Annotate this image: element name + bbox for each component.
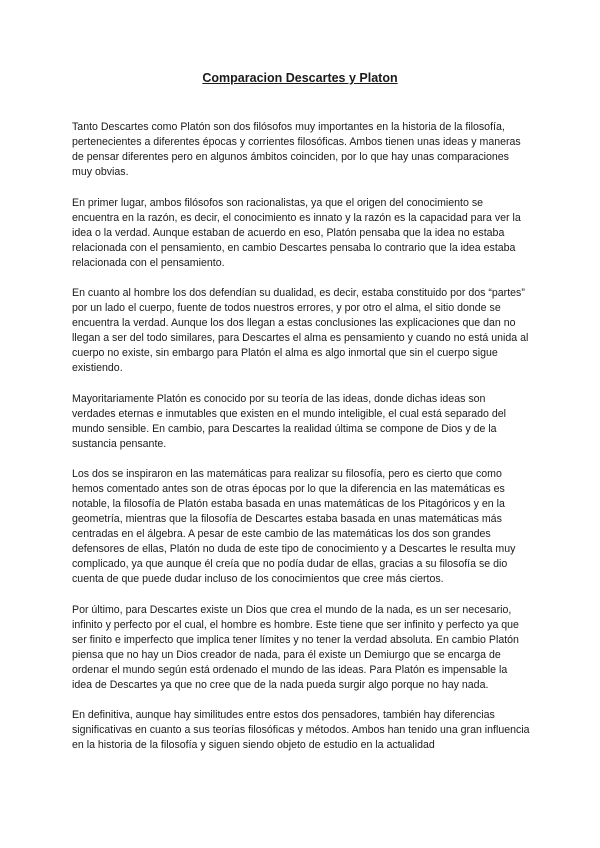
document-body	[72, 120, 530, 769]
document-title: Comparacion Descartes y Platon	[202, 71, 398, 85]
paragraph-dualism: En cuanto al hombre los dos defendían su dualidad, es decir, estaba constituido por dos “partes” por un lado el cuerpo, fuente de todos nuestros errores, y por otro el alma, el sitio donde se encuentra la verdad. Aunque los dos llegan a estas conclusiones las explicaciones que dan no llegan a ser del todo similares, para Descartes el alma es pensamiento y cuando no está unida al cuerpo no existe, sin embargo para Platón el alma es algo inmortal que sin el cuerpo sigue existiendo.	[72, 287, 529, 374]
paragraph-god: Por último, para Descartes existe un Dios que crea el mundo de la nada, es un ser necesario, infinito y perfecto por el cual, el hombre es hombre. Este tiene que ser infinito y perfecto ya que ser finito e imperfecto que implica tener límites y no tener la verdad absoluta. En cambio Platón piensa que no hay un Dios creador de nada, para él existe un Demiurgo que se encarga de ordenar el mundo según está ordenado el mundo de las ideas. Para Platón es impensable la idea de Descartes ya que no cree que de la nada pueda surgir algo porque no hay nada.	[72, 603, 519, 691]
paragraph-conclusion: En definitiva, aunque hay similitudes entre estos dos pensadores, también hay diferencias significativas en cuanto a sus teorías filosóficas y métodos. Ambos han tenido una gran influencia en la historia de la filosofía y siguen siendo objeto de estudio en la actualidad	[72, 709, 530, 751]
paragraph-introduction: Tanto Descartes como Platón son dos filósofos muy importantes en la historia de la filosofía, pertenecientes a diferentes épocas y corrientes filosóficas. Ambos tienen unas ideas y maneras de pensar diferentes pero en algunos ámbitos coinciden, por lo que hay unas comparaciones muy obvias.	[72, 121, 521, 178]
paragraph-theory-of-ideas: Mayoritariamente Platón es conocido por su teoría de las ideas, donde dichas ideas son verdades eternas e inmutables que existen en el mundo inteligible, el cual está separado del mundo sensible. En cambio, para Descartes la realidad última se compone de Dios y de la sustancia pensante.	[72, 392, 507, 450]
paragraph-mathematics: Los dos se inspiraron en las matemáticas para realizar su filosofía, pero es cierto que como hemos comentado antes son de otras épocas por lo que la diferencia en las matemáticas es notable, la filosofía de Platón estaba basada en unas matemáticas de los Pitagóricos y en la geometría, mientras que la filosofía de Descartes estaba basada en unas matemáticas más centradas en el álgebra. A pesar de este cambio de las matemáticas los dos son grandes defensores de ellas, Platón no duda de este tipo de conocimiento y a Descartes le resulta muy complicado, ya que aunque él creía que no podía dudar de ellas, gracias a su filosofía se dio cuenta de que puede dudar incluso de los conocimientos que cree más ciertos.	[72, 468, 516, 585]
paragraph-rationalism: En primer lugar, ambos filósofos son racionalistas, ya que el origen del conocimiento se encuentra en la razón, es decir, el conocimiento es innato y la razón es la capacidad para ver la idea o la verdad. Aunque estaban de acuerdo en eso, Platón pensaba que la idea no estaba relacionada con el pensamiento, en cambio Descartes pensaba lo contrario que la idea estaba relacionada con el pensamiento.	[72, 196, 521, 269]
